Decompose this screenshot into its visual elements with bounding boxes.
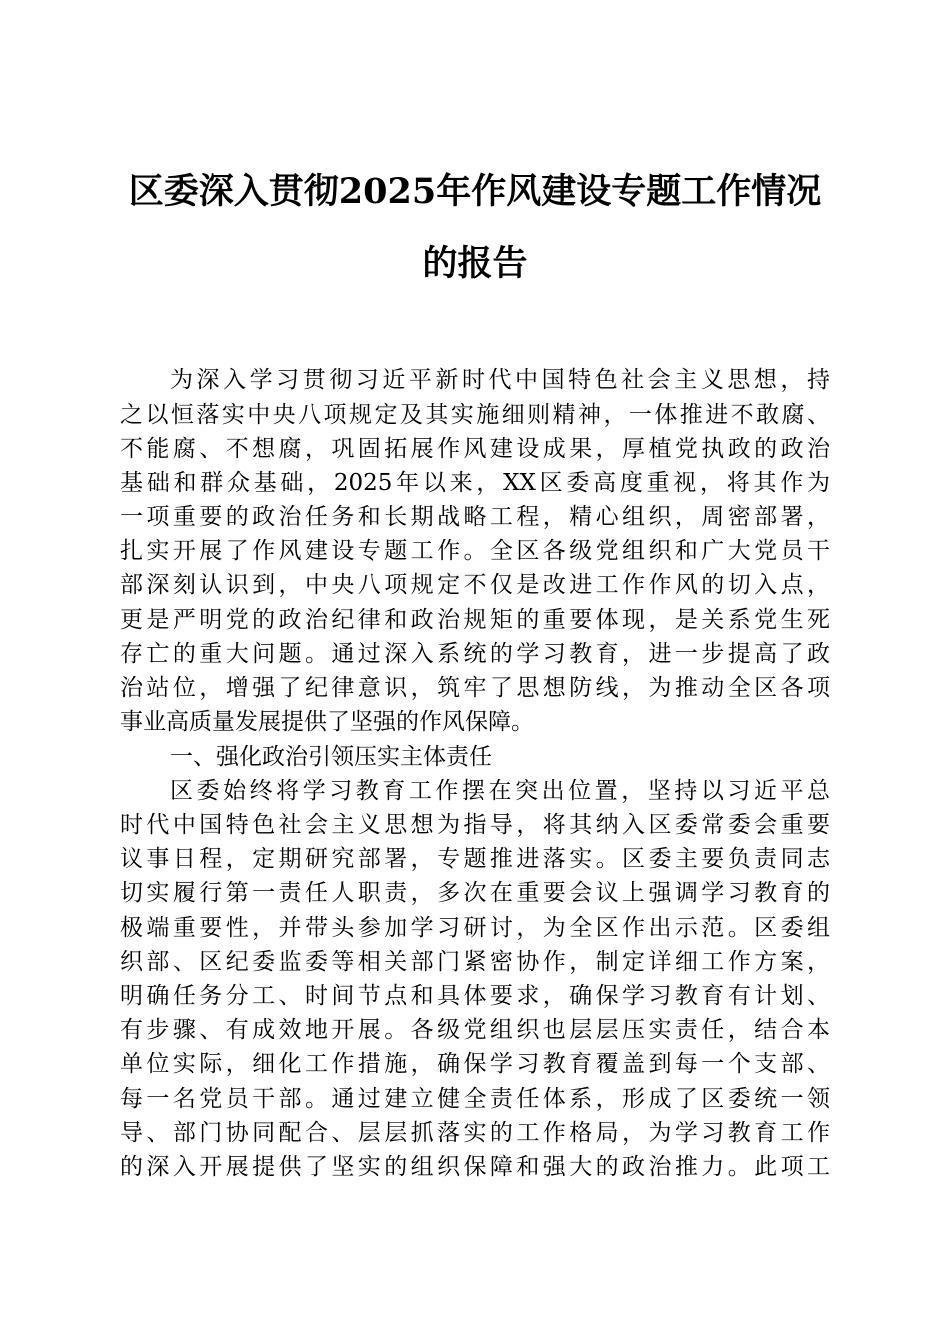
- section-line: 导、部门协同配合、层层抓落实的工作格局，为学习教育工作: [120, 1120, 830, 1146]
- section-line: 时代中国特色社会主义思想为指导，将其纳入区委常委会重要: [120, 812, 830, 838]
- section-line: 议事日程，定期研究部署，专题推进落实。区委主要负责同志: [120, 846, 830, 872]
- intro-line: 一项重要的政治任务和长期战略工程，精心组织，周密部署，: [120, 504, 830, 530]
- section-line: 极端重要性，并带头参加学习研讨，为全区作出示范。区委组: [120, 915, 830, 941]
- intro-line: 治站位，增强了纪律意识，筑牢了思想防线，为推动全区各项: [120, 675, 830, 701]
- section-line: 每一名党员干部。通过建立健全责任体系，形成了区委统一领: [120, 1086, 830, 1112]
- intro-line: 部深刻认识到，中央八项规定不仅是改进工作作风的切入点，: [120, 572, 830, 598]
- intro-line: 更是严明党的政治纪律和政治规矩的重要体现，是关系党生死: [120, 607, 830, 633]
- section-line: 织部、区纪委监委等相关部门紧密协作，制定详细工作方案，: [120, 949, 830, 975]
- intro-line: 不能腐、不想腐，巩固拓展作风建设成果，厚植党执政的政治: [120, 436, 830, 462]
- intro-line: 存亡的重大问题。通过深入系统的学习教育，进一步提高了政: [120, 641, 830, 667]
- intro-line: 之以恒落实中央八项规定及其实施细则精神，一体推进不敢腐、: [120, 402, 830, 428]
- intro-line: 为深入学习贯彻习近平新时代中国特色社会主义思想，持: [170, 367, 830, 393]
- title-line-1: 区委深入贯彻2025年作风建设专题工作情况: [128, 171, 822, 212]
- section-line: 有步骤、有成效地开展。各级党组织也层层压实责任，结合本: [120, 1017, 830, 1043]
- section-line: 明确任务分工、时间节点和具体要求，确保学习教育有计划、: [120, 983, 830, 1009]
- intro-line: 扎实开展了作风建设专题工作。全区各级党组织和广大党员干: [120, 538, 830, 564]
- section-line: 区委始终将学习教育工作摆在突出位置，坚持以习近平总: [170, 778, 830, 804]
- section-heading: 一、强化政治引领压实主体责任: [170, 744, 492, 770]
- intro-line: 基础和群众基础，2025年以来，XX区委高度重视，将其作为: [120, 470, 830, 496]
- title-line-2: 的报告: [422, 243, 528, 284]
- section-line: 的深入开展提供了坚实的组织保障和强大的政治推力。此项工: [120, 1154, 830, 1180]
- section-line: 切实履行第一责任人职责，多次在重要会议上强调学习教育的: [120, 880, 830, 906]
- section-line: 单位实际，细化工作措施，确保学习教育覆盖到每一个支部、: [120, 1051, 830, 1077]
- intro-line: 事业高质量发展提供了坚强的作风保障。: [120, 709, 534, 735]
